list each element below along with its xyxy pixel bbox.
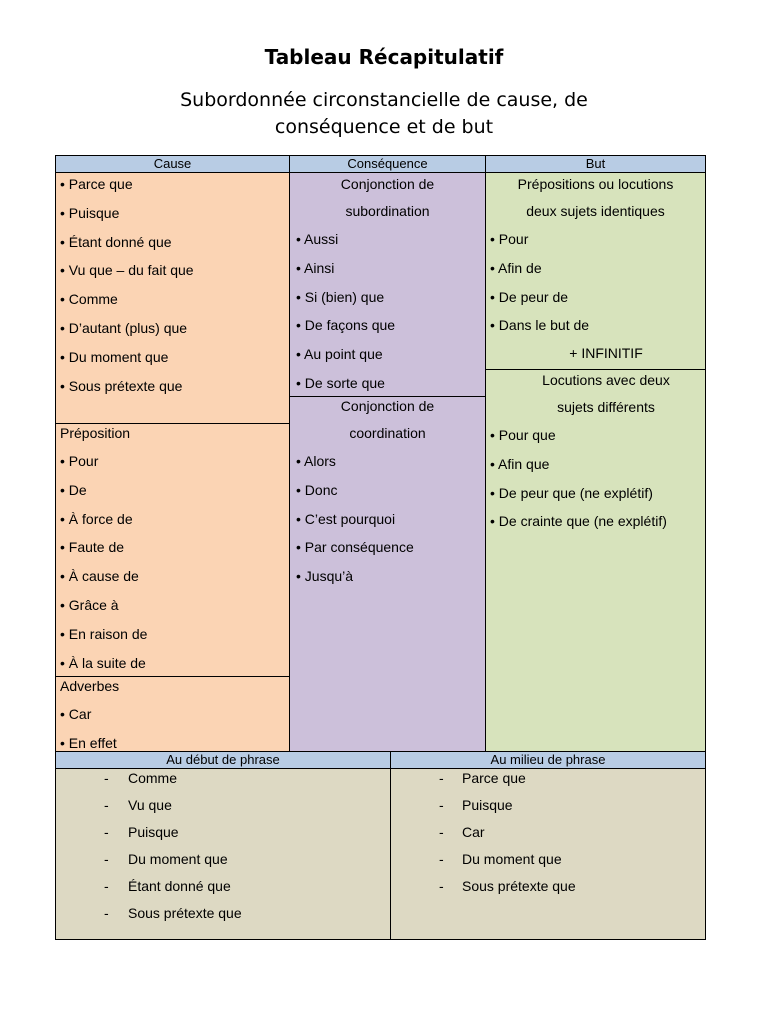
dash-bullet: - [104, 770, 109, 786]
but-divider [486, 369, 705, 370]
cause-item: • Comme [60, 291, 118, 308]
header-milieu-phrase: Au milieu de phrase [390, 751, 706, 769]
header-cause: Cause [55, 155, 290, 173]
preposition-item: • Pour [60, 453, 99, 469]
but-identiques-label-1: Prépositions ou locutions [517, 176, 674, 192]
but-column [485, 172, 706, 752]
header-debut-phrase: Au début de phrase [55, 751, 391, 769]
coordination-item: • Jusqu’à [296, 568, 354, 585]
cause-adverbes-label: Adverbes [60, 678, 120, 694]
subordination-label-2: subordination [345, 203, 430, 219]
preposition-item: • Grâce à [60, 597, 119, 613]
dash-bullet: - [104, 797, 109, 813]
subordination-item: • Aussi [296, 231, 339, 247]
cause-item: • Du moment que [60, 348, 169, 365]
milieu-phrase-section [390, 768, 706, 940]
but-identiques-item: • Pour [490, 231, 529, 247]
adverbe-item: • En effet [60, 734, 117, 751]
cause-column [55, 172, 290, 752]
but-differents-item: • De crainte que (ne explétif) [490, 513, 667, 530]
but-differents-item: • Afin que [490, 455, 550, 472]
consequence-column [289, 172, 486, 752]
but-identiques-item: • Afin de [490, 259, 542, 276]
dash-bullet: - [104, 851, 109, 867]
preposition-item: • Faute de [60, 539, 125, 556]
but-identiques-item: • Dans le but de [490, 317, 590, 334]
dash-bullet: - [104, 905, 109, 921]
coordination-label-1: Conjonction de [340, 398, 435, 414]
dash-bullet: - [104, 824, 109, 840]
milieu-phrase-item: Car [462, 824, 485, 840]
but-identiques-item: • De peur de [490, 288, 569, 305]
infinitif-note: + INFINITIF [569, 345, 643, 361]
subordination-item: • Ainsi [296, 259, 335, 276]
preposition-item: • À la suite de [60, 654, 146, 671]
dash-bullet: - [104, 878, 109, 894]
milieu-phrase-item: Puisque [462, 797, 513, 813]
header-consequence: Conséquence [289, 155, 486, 173]
but-differents-item: • Pour que [490, 427, 556, 443]
coordination-item: • Alors [296, 453, 336, 469]
milieu-phrase-item: Parce que [462, 770, 526, 786]
subordination-label-1: Conjonction de [340, 176, 435, 192]
dash-bullet: - [439, 878, 444, 894]
coordination-label-2: coordination [349, 425, 426, 441]
preposition-item: • De [60, 481, 87, 498]
dash-bullet: - [439, 797, 444, 813]
cause-item: • Vu que – du fait que [60, 262, 194, 279]
debut-phrase-item: Puisque [128, 824, 179, 840]
milieu-phrase-item: Du moment que [462, 851, 562, 867]
subtitle-line-2: conséquence et de but [274, 116, 494, 138]
cause-item: • Étant donné que [60, 233, 172, 250]
cause-item: • Puisque [60, 204, 120, 221]
but-differents-label-2: sujets différents [557, 399, 655, 415]
debut-phrase-item: Du moment que [128, 851, 228, 867]
page-title: Tableau Récapitulatif [264, 45, 504, 69]
debut-phrase-item: Étant donné que [128, 878, 231, 894]
debut-phrase-item: Sous prétexte que [128, 905, 242, 921]
subtitle-line-1: Subordonnée circonstancielle de cause, de [180, 89, 588, 111]
subordination-item: • Si (bien) que [296, 288, 385, 305]
coordination-item: • C’est pourquoi [296, 510, 396, 527]
subordination-item: • Au point que [296, 346, 383, 363]
coordination-item: • Donc [296, 481, 338, 498]
cause-item: • Parce que [60, 176, 133, 192]
but-differents-item: • De peur que (ne explétif) [490, 484, 653, 501]
preposition-item: • À cause de [60, 568, 139, 585]
debut-phrase-section [55, 768, 391, 940]
but-differents-label-1: Locutions avec deux [542, 372, 670, 388]
cause-item: • Sous prétexte que [60, 377, 183, 394]
subordination-item: • De façons que [296, 317, 396, 334]
page-subtitle [0, 87, 768, 141]
subordination-item: • De sorte que [296, 375, 385, 391]
but-identiques-label-2: deux sujets identiques [526, 203, 665, 219]
dash-bullet: - [439, 824, 444, 840]
coordination-item: • Par conséquence [296, 539, 414, 556]
milieu-phrase-item: Sous prétexte que [462, 878, 576, 894]
dash-bullet: - [439, 770, 444, 786]
adverbe-item: • Car [60, 706, 92, 722]
cause-preposition-label: Préposition [60, 425, 131, 441]
header-but: But [485, 155, 706, 173]
cause-item: • D’autant (plus) que [60, 320, 188, 336]
preposition-item: • À force de [60, 510, 133, 527]
dash-bullet: - [439, 851, 444, 867]
debut-phrase-item: Comme [128, 770, 178, 786]
debut-phrase-item: Vu que [128, 797, 172, 813]
preposition-item: • En raison de [60, 625, 148, 642]
